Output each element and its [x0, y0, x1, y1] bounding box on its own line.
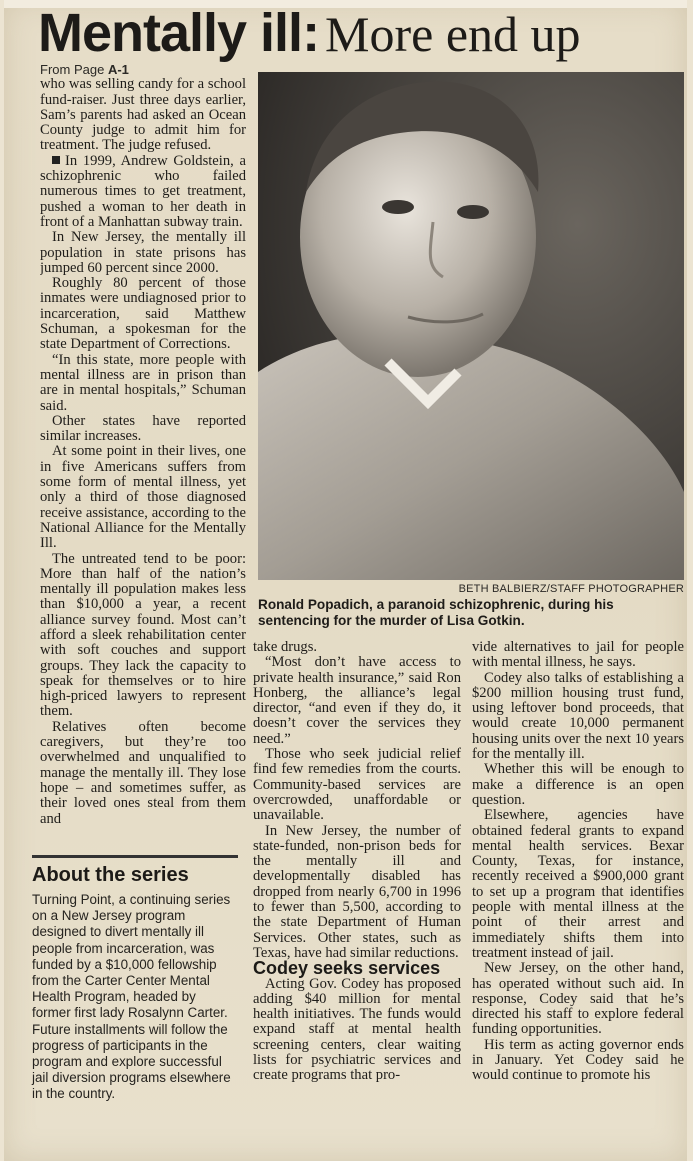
paragraph: Relatives often become caregivers, but they’re too overwhelmed and unqualified to manage the mentally ill. They lose hope – and sometimes suffer, as their loved ones steal from them and — [40, 718, 246, 827]
paragraph: His term as acting governor ends in January. Yet Codey said he would continue to promote his — [472, 1036, 684, 1084]
paragraph: At some point in their lives, one in five Americans suffers from some form of mental illness, yet only a third of those diagnosed receive assistance, according to the National Alliance for the Mentally Ill. — [40, 443, 246, 552]
paragraph: Those who seek judicial relief find few remedies from the courts. Community-based services are overcrowded, unaffordable or unavailable. — [253, 746, 461, 824]
paragraph-bulleted — [40, 154, 246, 230]
portrait-illustration — [258, 72, 684, 580]
paragraph: The untreated tend to be poor: More than half of the nation’s mentally ill population makes less than $10,000 a year, a recent alliance survey found. Most can’t afford a sleek rehabilitation center with soft couches and support groups. They lack the capacity to speak for themselves or to hire high-priced lawyers to represent them. — [40, 550, 246, 720]
continuation-note — [40, 62, 246, 77]
photo-caption: Ronald Popadich, a paranoid schizophrenic, during his sentencing for the murder of Lisa Gotkin. — [258, 597, 614, 628]
paragraph: Roughly 80 percent of those inmates were undiagnosed prior to incarceration, said Matthew Schuman, a spokesman for the state Department of Corrections. — [40, 275, 246, 353]
paragraph: Other states have reported similar increases. — [40, 412, 246, 445]
series-box-body: Turning Point, a continuing series on a New Jersey program designed to divert mentally ill people from incarceration, was funded by a $10,000 fellowship from the Carter Center Mental Health Program, headed by former first lady Rosalynn Carter. Future installments will follow the progress of participants in the program and explore successful jail diversion programs elsewhere in the country. — [32, 892, 231, 1102]
news-photo — [258, 72, 684, 580]
paragraph: “In this state, more people with mental illness are in prison than are in mental hospitals,” Schuman said. — [40, 351, 246, 414]
paragraph: Acting Gov. Codey has proposed adding $40 million for mental health initiatives. The funds would expand staff at mental health screening centers, clear waiting lists for psychiatric services and create programs that pro- — [253, 975, 461, 1084]
paragraph: New Jersey, on the other hand, has operated without such aid. In response, Codey said that he’s directed his staff to explore federal funding opportunities. — [472, 960, 684, 1038]
paragraph: Elsewhere, agencies have obtained federal grants to expand mental health services. Bexar County, Texas, for instance, recently received a $900,000 grant to set up a program that identifies people with mental illness at the point of their arrest and immediately shifts them into treatment instead of jail. — [472, 807, 684, 961]
subheading: Codey seeks services — [253, 958, 441, 979]
paragraph-text: In 1999, Andrew Goldstein, a schizophrenic who failed numerous times to get treatment, pushed a woman to her death in front of a Manhattan subway train. — [40, 152, 246, 230]
paragraph: In New Jersey, the number of state-funded, non-prison beds for the mentally ill and developmentally disabled has dropped from nearly 6,700 in 1996 to fewer than 5,500, according to the state Department of Human Services. Other states, such as Texas, have had similar reductions. — [253, 822, 461, 961]
paragraph: In New Jersey, the mentally ill population in state prisons has jumped 60 percent since 2000. — [40, 229, 246, 276]
paragraph: take drugs. — [253, 640, 318, 655]
headline — [38, 2, 678, 68]
article-column-1 — [40, 62, 246, 852]
paragraph: “Most don’t have access to private health insurance,” said Ron Honberg, the alliance’s legal director, “and even if they do, it doesn’t cover the services they need.” — [253, 654, 461, 747]
bullet-icon — [52, 156, 60, 164]
headline-lead: Mentally ill: — [38, 3, 320, 63]
paragraph: Codey also talks of establishing a $200 million housing trust fund, using leftover bond proceeds, that would create 10,000 permanent housing units over the next 10 years for the mentally ill. — [472, 669, 684, 763]
sidebar-rule — [32, 855, 238, 858]
from-page-label: From Page — [40, 62, 105, 77]
article-column-3 — [472, 640, 684, 1100]
headline-rest: More end up — [325, 6, 581, 62]
paragraph: vide alternatives to jail for people with mental illness, he says. — [472, 640, 684, 671]
article-column-2 — [253, 640, 461, 1130]
paragraph: Whether this will be enough to make a difference is an open question. — [472, 761, 684, 808]
photo-credit: BETH BALBIERZ/STAFF PHOTOGRAPHER — [458, 583, 684, 595]
from-page-ref: A-1 — [107, 62, 129, 77]
paragraph: who was selling candy for a school fund-raiser. Just three days earlier, Sam’s parents had asked an Ocean County judge to admit him for treatment. The judge refused. — [40, 76, 246, 154]
series-box-title: About the series — [32, 864, 189, 886]
